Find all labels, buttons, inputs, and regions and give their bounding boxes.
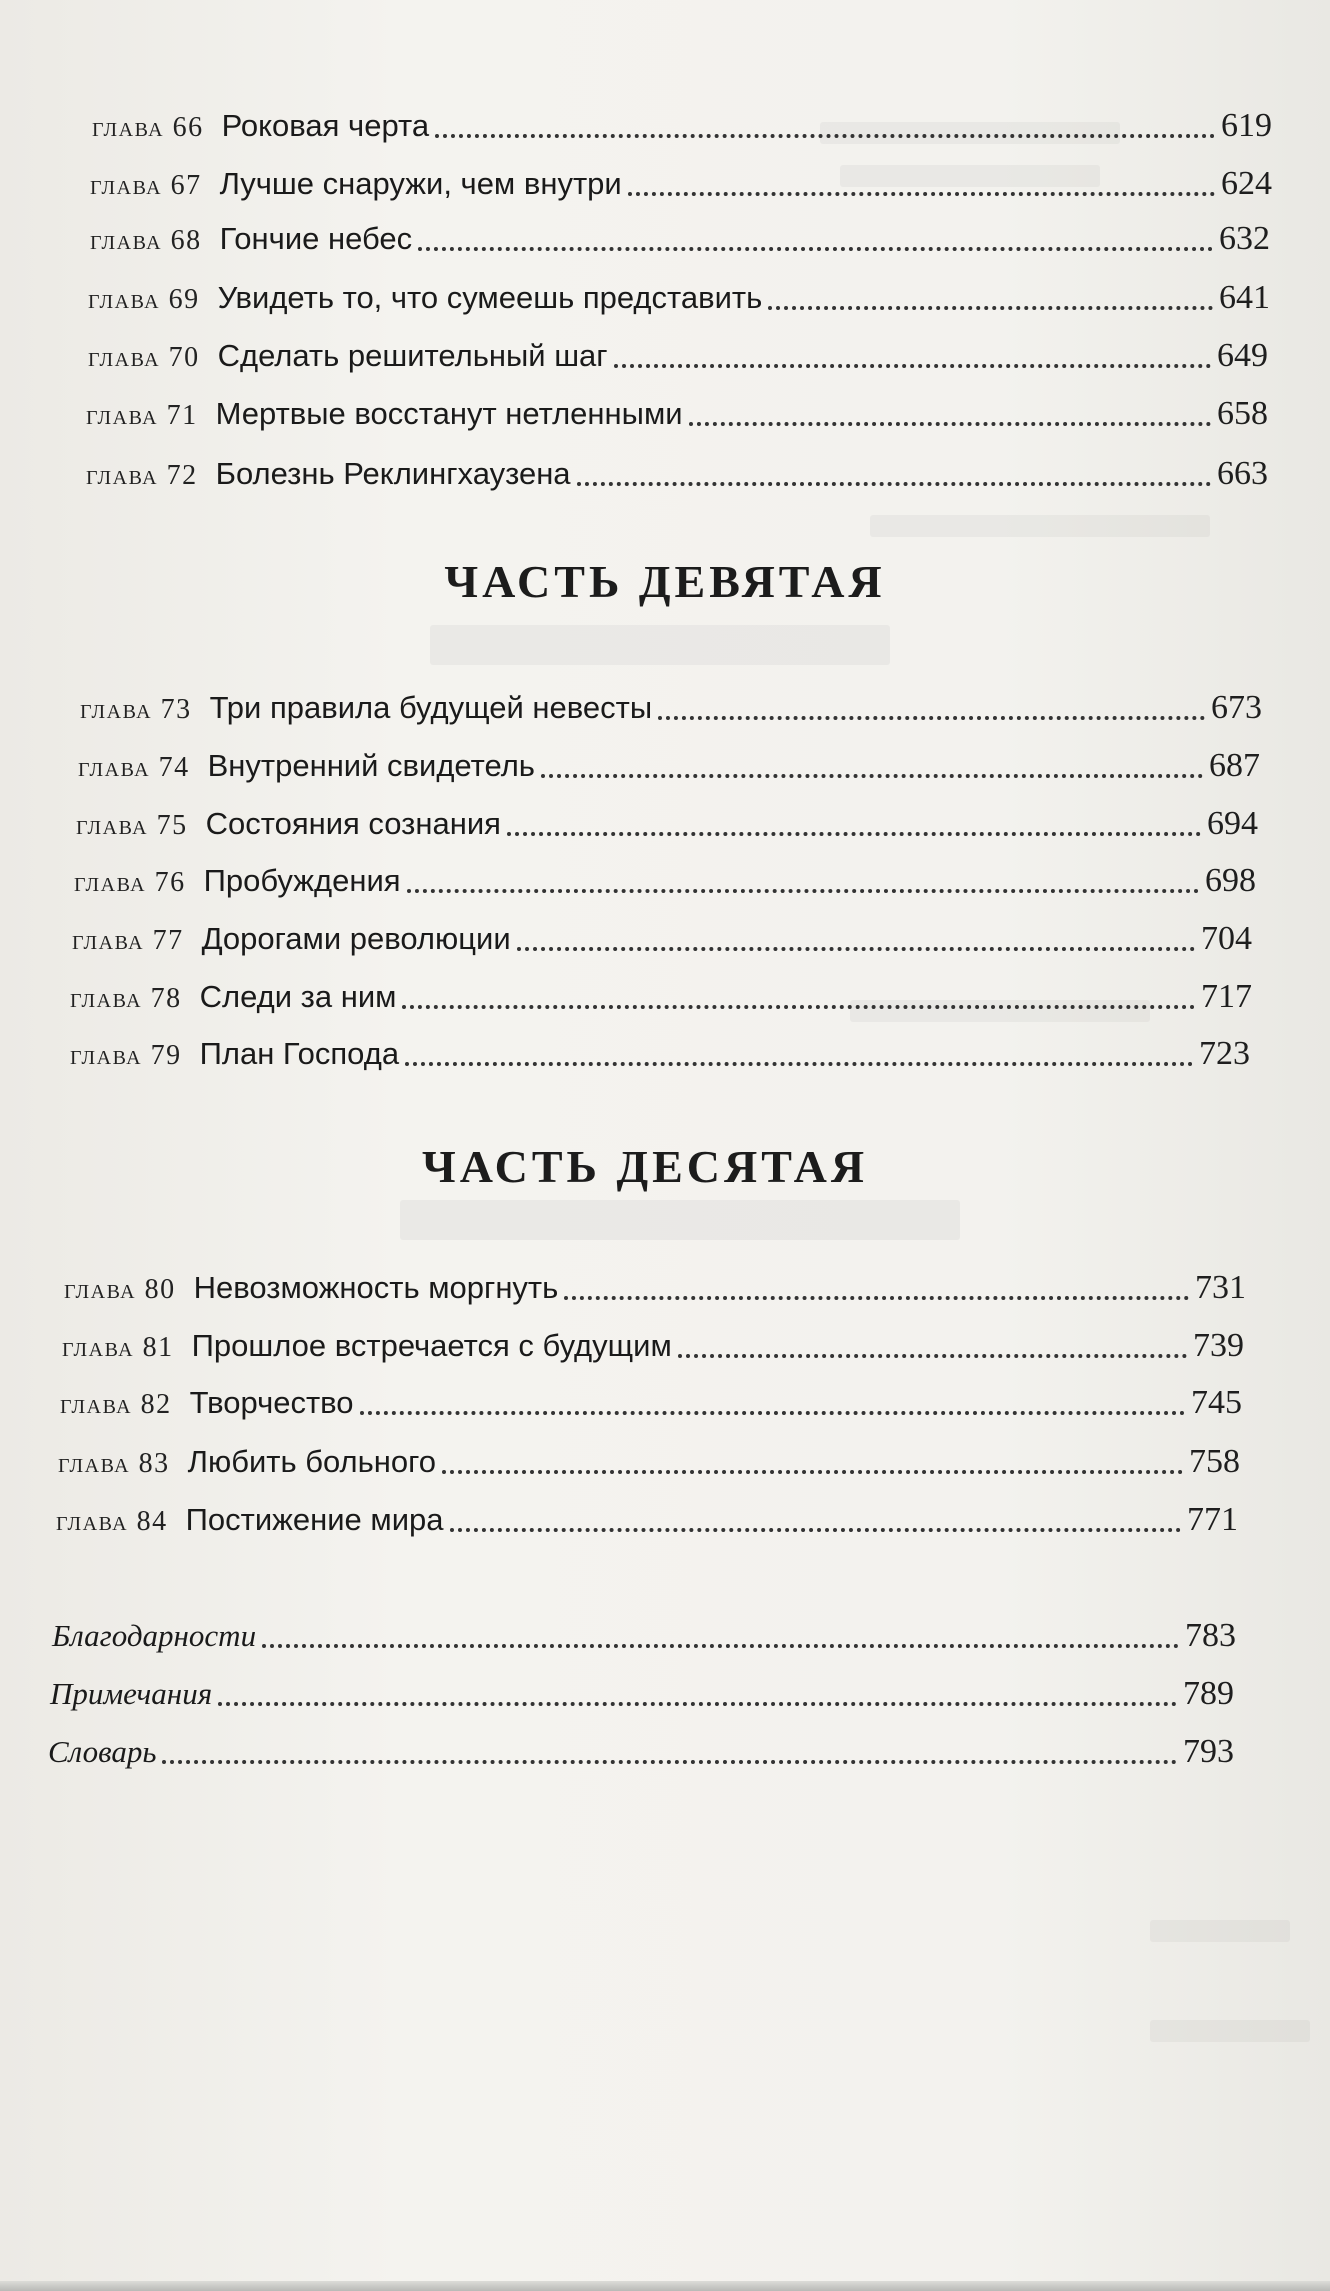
chapter-title: Мертвые восстанут нетленными (215, 396, 683, 431)
chapter-number: глава 80 (64, 1274, 176, 1305)
chapter-title: Следи за ним (199, 979, 397, 1014)
chapter-title: Любить больного (187, 1444, 437, 1479)
dot-leader (360, 1411, 1185, 1415)
page-number: 739 (1193, 1327, 1244, 1364)
toc-row[interactable] (90, 213, 1270, 265)
chapter-number: глава 69 (88, 284, 200, 315)
chapter-number: глава 84 (56, 1506, 168, 1537)
back-matter-title: Примечания (50, 1676, 213, 1711)
toc-row[interactable] (62, 1320, 1244, 1372)
chapter-number: глава 79 (70, 1040, 182, 1071)
dot-leader (405, 1062, 1193, 1066)
chapter-title: Творчество (189, 1385, 354, 1420)
chapter-title: Увидеть то, что сумеешь представить (217, 280, 763, 315)
back-matter-title: Благодарности (52, 1618, 257, 1653)
toc-row[interactable] (88, 272, 1270, 324)
chapter-number: глава 67 (90, 170, 202, 201)
dot-leader (162, 1760, 1177, 1764)
page-number: 723 (1199, 1035, 1250, 1072)
page-number: 704 (1201, 920, 1252, 957)
chapter-number: глава 78 (70, 983, 182, 1014)
toc-row[interactable] (80, 682, 1262, 734)
chapter-number: глава 76 (74, 867, 186, 898)
toc-row[interactable] (70, 1028, 1250, 1080)
toc-row[interactable] (72, 913, 1252, 965)
page-number: 663 (1217, 455, 1268, 492)
page-number: 619 (1221, 107, 1272, 144)
chapter-number: глава 83 (58, 1448, 170, 1479)
dot-leader (628, 192, 1215, 196)
chapter-title: Сделать решительный шаг (217, 338, 608, 373)
toc-row[interactable] (74, 855, 1256, 907)
toc-row[interactable] (60, 1377, 1242, 1429)
toc-row-back-matter[interactable] (52, 1610, 1236, 1662)
toc-row[interactable] (86, 448, 1268, 500)
dot-leader (507, 832, 1201, 836)
toc-row[interactable] (58, 1436, 1240, 1488)
page-number: 641 (1219, 279, 1270, 316)
chapter-number: глава 81 (62, 1332, 174, 1363)
chapter-number: глава 71 (86, 400, 198, 431)
toc-row[interactable] (56, 1494, 1238, 1546)
toc-row[interactable] (70, 971, 1252, 1023)
chapter-title: Гончие небес (219, 221, 413, 256)
dot-leader (218, 1702, 1177, 1706)
page-number: 783 (1185, 1617, 1236, 1654)
toc-row[interactable] (88, 330, 1268, 382)
dot-leader (658, 716, 1205, 720)
dot-leader (541, 774, 1203, 778)
dot-leader (678, 1354, 1187, 1358)
chapter-title: Состояния сознания (205, 806, 501, 841)
dot-leader (407, 889, 1199, 893)
chapter-number: глава 70 (88, 342, 200, 373)
part-heading: ЧАСТЬ ДЕСЯТАЯ (421, 1141, 869, 1192)
page-number: 793 (1183, 1733, 1234, 1770)
toc-row[interactable] (92, 100, 1272, 152)
chapter-title: Невозможность моргнуть (193, 1270, 559, 1305)
chapter-title: Внутренний свидетель (207, 748, 535, 783)
dot-leader (689, 422, 1211, 426)
chapter-number: глава 77 (72, 925, 184, 956)
dot-leader (418, 247, 1213, 251)
chapter-title: План Господа (199, 1036, 400, 1071)
page-number: 649 (1217, 337, 1268, 374)
chapter-number: глава 73 (80, 694, 192, 725)
chapter-title: Прошлое встречается с будущим (191, 1328, 672, 1363)
dot-leader (402, 1005, 1195, 1009)
chapter-title: Пробуждения (203, 863, 401, 898)
dot-leader (435, 134, 1215, 138)
dot-leader (442, 1470, 1183, 1474)
chapter-title: Постижение мира (185, 1502, 444, 1537)
page-number: 789 (1183, 1675, 1234, 1712)
chapter-title: Роковая черта (221, 108, 430, 143)
chapter-number: глава 72 (86, 460, 198, 491)
page-number: 717 (1201, 978, 1252, 1015)
toc-row[interactable] (64, 1262, 1246, 1314)
chapter-title: Три правила будущей невесты (209, 690, 653, 725)
dot-leader (614, 364, 1211, 368)
dot-leader (517, 947, 1195, 951)
dot-leader (450, 1528, 1181, 1532)
toc-row-back-matter[interactable] (50, 1668, 1234, 1720)
toc-row[interactable] (90, 158, 1272, 210)
chapter-title: Дорогами революции (201, 921, 511, 956)
toc-row[interactable] (86, 388, 1268, 440)
chapter-title: Лучше снаружи, чем внутри (219, 166, 622, 201)
page-number: 731 (1195, 1269, 1246, 1306)
chapter-number: глава 68 (90, 225, 202, 256)
chapter-number: глава 74 (78, 752, 190, 783)
dot-leader (577, 482, 1211, 486)
chapter-number: глава 75 (76, 810, 188, 841)
toc-row[interactable] (76, 798, 1258, 850)
page-number: 694 (1207, 805, 1258, 842)
chapter-number: глава 66 (92, 112, 204, 143)
page-number: 687 (1209, 747, 1260, 784)
dot-leader (262, 1644, 1179, 1648)
page-number: 745 (1191, 1384, 1242, 1421)
page-number: 771 (1187, 1501, 1238, 1538)
dot-leader (564, 1296, 1189, 1300)
toc-row-back-matter[interactable] (48, 1726, 1234, 1778)
page-number: 698 (1205, 862, 1256, 899)
page-number: 673 (1211, 689, 1262, 726)
page-number: 624 (1221, 165, 1272, 202)
toc-row[interactable] (78, 740, 1260, 792)
page-number: 758 (1189, 1443, 1240, 1480)
page-number: 632 (1219, 220, 1270, 257)
page-number: 658 (1217, 395, 1268, 432)
chapter-title: Болезнь Реклингхаузена (215, 456, 571, 491)
part-heading: ЧАСТЬ ДЕВЯТАЯ (444, 556, 886, 607)
page-bottom-edge (0, 2281, 1330, 2291)
chapter-number: глава 82 (60, 1389, 172, 1420)
back-matter-title: Словарь (48, 1734, 157, 1769)
dot-leader (768, 306, 1213, 310)
